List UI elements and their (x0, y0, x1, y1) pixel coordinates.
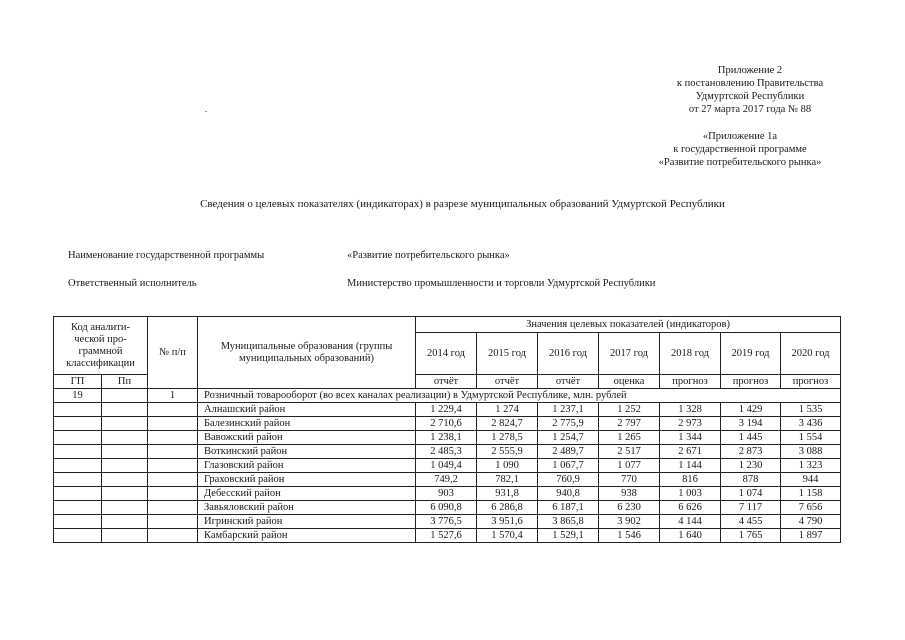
indicator-value: 1 640 (660, 529, 721, 543)
header-code: Код аналити-ческой про-граммной классификации (54, 317, 148, 375)
empty-cell (148, 529, 198, 543)
table-row (54, 403, 841, 417)
indicator-value: 2 555,9 (477, 445, 538, 459)
section-gp: 19 (54, 389, 102, 403)
indicator-value: 4 455 (721, 515, 781, 529)
indicator-value: 3 776,5 (416, 515, 477, 529)
empty-cell (54, 445, 102, 459)
empty-cell (54, 473, 102, 487)
indicator-value: 1 570,4 (477, 529, 538, 543)
indicator-value: 2 797 (599, 417, 660, 431)
indicators-table (53, 316, 841, 543)
indicator-value: 1 546 (599, 529, 660, 543)
indicator-value: 3 194 (721, 417, 781, 431)
indicator-value: 2 517 (599, 445, 660, 459)
executor-label: Ответственный исполнитель (68, 278, 197, 289)
table-row (54, 487, 841, 501)
empty-cell (54, 515, 102, 529)
empty-cell (148, 473, 198, 487)
empty-cell (54, 417, 102, 431)
indicator-value: 2 485,3 (416, 445, 477, 459)
indicator-value: 4 790 (781, 515, 841, 529)
table-row (54, 445, 841, 459)
indicator-value: 1 278,5 (477, 431, 538, 445)
document-title: Сведения о целевых показателях (индикаторах) в разрезе муниципальных образований Удмуртской Республики (200, 198, 725, 210)
appendix-1a-line: «Развитие потребительского рынка» (658, 157, 822, 168)
indicator-value: 1 229,4 (416, 403, 477, 417)
header-year: 2015 год (477, 333, 538, 375)
empty-cell (148, 431, 198, 445)
indicator-value: 1 265 (599, 431, 660, 445)
empty-cell (54, 487, 102, 501)
header-value-type: прогноз (721, 375, 781, 389)
header-year: 2017 год (599, 333, 660, 375)
municipality-name: Вавожский район (198, 431, 416, 445)
indicator-value: 1 090 (477, 459, 538, 473)
scan-speck (205, 111, 207, 112)
indicator-value: 2 873 (721, 445, 781, 459)
indicator-value: 1 158 (781, 487, 841, 501)
header-pp: Пп (102, 375, 148, 389)
municipality-name: Алнашский район (198, 403, 416, 417)
empty-cell (102, 487, 148, 501)
empty-cell (102, 431, 148, 445)
indicator-value: 2 973 (660, 417, 721, 431)
empty-cell (148, 515, 198, 529)
indicator-value: 1 274 (477, 403, 538, 417)
indicator-value: 3 902 (599, 515, 660, 529)
header-value-type: оценка (599, 375, 660, 389)
header-value-type: отчёт (538, 375, 599, 389)
municipality-name: Игринский район (198, 515, 416, 529)
indicator-value: 1 077 (599, 459, 660, 473)
header-value-type: прогноз (781, 375, 841, 389)
empty-cell (102, 515, 148, 529)
program-value: «Развитие потребительского рынка» (347, 250, 510, 261)
indicator-value: 1 238,1 (416, 431, 477, 445)
indicator-value: 1 144 (660, 459, 721, 473)
municipality-name: Балезинский район (198, 417, 416, 431)
header-year: 2016 год (538, 333, 599, 375)
appendix-1a-line: «Приложение 1а (702, 131, 778, 142)
header-number: № п/п (148, 317, 198, 389)
empty-cell (102, 473, 148, 487)
indicator-value: 1 527,6 (416, 529, 477, 543)
section-pp (102, 389, 148, 403)
indicator-value: 1 429 (721, 403, 781, 417)
header-value-type: отчёт (477, 375, 538, 389)
indicator-value: 782,1 (477, 473, 538, 487)
municipality-name: Камбарский район (198, 529, 416, 543)
indicator-value: 1 554 (781, 431, 841, 445)
indicator-value: 6 090,8 (416, 501, 477, 515)
table-row (54, 501, 841, 515)
indicator-value: 760,9 (538, 473, 599, 487)
table-row (54, 529, 841, 543)
indicator-value: 4 144 (660, 515, 721, 529)
indicator-value: 6 626 (660, 501, 721, 515)
indicator-value: 1 323 (781, 459, 841, 473)
indicator-value: 1 529,1 (538, 529, 599, 543)
indicator-value: 1 252 (599, 403, 660, 417)
empty-cell (54, 403, 102, 417)
indicator-value: 1 049,4 (416, 459, 477, 473)
empty-cell (148, 487, 198, 501)
table-row (54, 459, 841, 473)
indicator-value: 1 535 (781, 403, 841, 417)
empty-cell (54, 431, 102, 445)
indicator-value: 6 286,8 (477, 501, 538, 515)
indicator-value: 1 254,7 (538, 431, 599, 445)
indicator-value: 1 074 (721, 487, 781, 501)
empty-cell (102, 529, 148, 543)
indicator-value: 1 230 (721, 459, 781, 473)
empty-cell (54, 501, 102, 515)
indicator-value: 2 710,6 (416, 417, 477, 431)
section-number: 1 (148, 389, 198, 403)
header-value-type: отчёт (416, 375, 477, 389)
indicator-value: 903 (416, 487, 477, 501)
indicator-value: 7 117 (721, 501, 781, 515)
empty-cell (102, 403, 148, 417)
indicator-value: 770 (599, 473, 660, 487)
empty-cell (148, 445, 198, 459)
indicator-value: 1 328 (660, 403, 721, 417)
executor-value: Министерство промышленности и торговли Удмуртской Республики (347, 278, 656, 289)
indicator-value: 938 (599, 487, 660, 501)
empty-cell (102, 459, 148, 473)
empty-cell (102, 501, 148, 515)
indicator-value: 931,8 (477, 487, 538, 501)
header-gp: ГП (54, 375, 102, 389)
empty-cell (148, 403, 198, 417)
table-row (54, 417, 841, 431)
indicator-value: 6 187,1 (538, 501, 599, 515)
appendix-1a-line: к государственной программе (673, 144, 807, 155)
municipality-name: Граховский район (198, 473, 416, 487)
indicator-value: 2 671 (660, 445, 721, 459)
indicator-value: 6 230 (599, 501, 660, 515)
municipality-name: Воткинский район (198, 445, 416, 459)
header-year: 2014 год (416, 333, 477, 375)
indicator-value: 816 (660, 473, 721, 487)
program-label: Наименование государственной программы (68, 250, 265, 261)
section-title: Розничный товарооборот (во всех каналах реализации) в Удмуртской Республике, млн. рублей (198, 389, 841, 403)
header-value-type: прогноз (660, 375, 721, 389)
indicator-value: 1 897 (781, 529, 841, 543)
indicator-value: 3 088 (781, 445, 841, 459)
municipality-name: Дебесский район (198, 487, 416, 501)
indicator-value: 1 445 (721, 431, 781, 445)
appendix-2-line: от 27 марта 2017 года № 88 (688, 104, 812, 115)
header-values: Значения целевых показателей (индикаторов) (416, 317, 841, 333)
empty-cell (148, 501, 198, 515)
appendix-2-block (650, 64, 850, 116)
indicator-value: 7 656 (781, 501, 841, 515)
table-row (54, 473, 841, 487)
indicator-value: 2 775,9 (538, 417, 599, 431)
appendix-2-line: Приложение 2 (717, 65, 783, 76)
indicator-value: 878 (721, 473, 781, 487)
appendix-2-line: Удмуртской Республики (695, 91, 805, 102)
indicator-value: 944 (781, 473, 841, 487)
header-year: 2019 год (721, 333, 781, 375)
municipality-name: Завьяловский район (198, 501, 416, 515)
header-municipality: Муниципальные образования (группы муниципальных образований) (198, 317, 416, 389)
empty-cell (54, 529, 102, 543)
indicator-value: 3 865,8 (538, 515, 599, 529)
indicator-value: 940,8 (538, 487, 599, 501)
appendix-2-line: к постановлению Правительства (676, 78, 824, 89)
indicator-value: 2 824,7 (477, 417, 538, 431)
empty-cell (54, 459, 102, 473)
section-row (54, 389, 841, 403)
header-year: 2020 год (781, 333, 841, 375)
indicator-value: 2 489,7 (538, 445, 599, 459)
table-row (54, 515, 841, 529)
indicator-value: 1 237,1 (538, 403, 599, 417)
indicator-value: 3 951,6 (477, 515, 538, 529)
indicator-value: 1 067,7 (538, 459, 599, 473)
appendix-1a-block (630, 130, 850, 169)
indicator-value: 749,2 (416, 473, 477, 487)
indicator-value: 3 436 (781, 417, 841, 431)
indicator-value: 1 003 (660, 487, 721, 501)
empty-cell (148, 459, 198, 473)
indicator-value: 1 765 (721, 529, 781, 543)
empty-cell (148, 417, 198, 431)
municipality-name: Глазовский район (198, 459, 416, 473)
table-row (54, 431, 841, 445)
empty-cell (102, 445, 148, 459)
header-year: 2018 год (660, 333, 721, 375)
indicator-value: 1 344 (660, 431, 721, 445)
empty-cell (102, 417, 148, 431)
